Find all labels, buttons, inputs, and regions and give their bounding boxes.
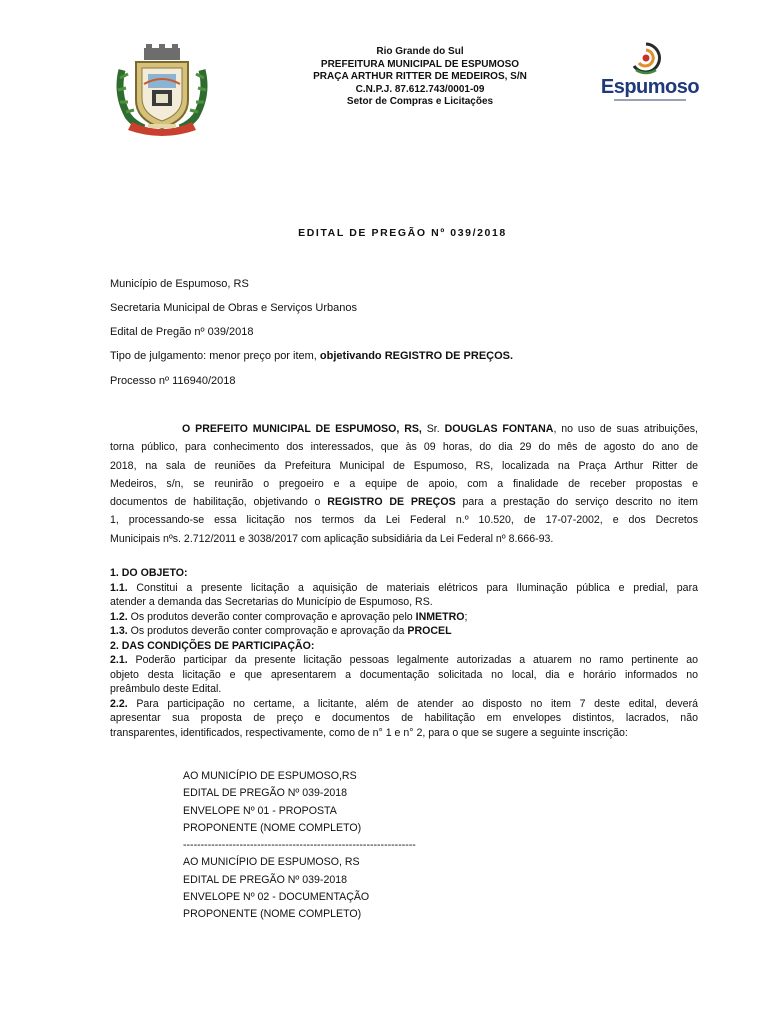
clause-bold: PROCEL — [407, 625, 452, 637]
clause-text: Poderão participar da presente licitação pessoas legalmente autorizadas a atuarem no ramo pertinente ao — [127, 654, 698, 666]
clause-text: Para participação no certame, a licitante, além de atender ao disposto no item 7 deste edital, deverá — [127, 697, 698, 710]
clause-text: Os produtos deverão conter comprovação e aprovação pelo — [127, 610, 416, 623]
meta-municipio: Município de Espumoso, RS — [110, 278, 249, 290]
meta-tipo — [110, 349, 513, 363]
clause-number: 1.1. — [110, 581, 128, 594]
clause-2-2-end: transparentes, identificados, respectivamente, como de n° 1 e n° 2, para o que se sugere a seguinte inscrição: — [110, 726, 628, 739]
intro-text: , no uso de suas atribuições, — [553, 423, 698, 435]
clause-text: ; — [464, 610, 468, 623]
intro-line — [110, 420, 698, 438]
envelope-separator: ------------------------------------------------------------------ — [183, 839, 416, 852]
header-org: PREFEITURA MUNICIPAL DE ESPUMOSO — [320, 58, 520, 70]
intro-line: Municipais nºs. 2.712/2011 e 3038/2017 com aplicação subsidiária da Lei Federal nº 8.666-93. — [110, 532, 554, 545]
clause-number: 1.3. — [110, 625, 128, 637]
clause-number: 2.1. — [110, 654, 128, 666]
brand-name: Espumoso — [600, 76, 700, 98]
envelope-inscriptions — [183, 768, 416, 924]
intro-line: torna público, para conhecimento dos interessados, que às 09 horas, do dia 29 do mês de agosto do ano de — [110, 441, 698, 454]
envelope-1-line: ENVELOPE Nº 01 - PROPOSTA — [183, 804, 337, 817]
intro-text: documentos de habilitação, objetivando o — [110, 496, 328, 509]
meta-secretaria: Secretaria Municipal de Obras e Serviços Urbanos — [110, 302, 358, 314]
brand-mark-icon — [630, 42, 662, 76]
clause-number: 1.2. — [110, 610, 128, 623]
intro-line — [110, 493, 698, 511]
header-address: PRAÇA ARTHUR RITTER DE MEDEIROS, S/N — [313, 71, 527, 83]
clause-2-2-cont: apresentar sua proposta de preço e documentos de habilitação em envelopes distintos, lacrados, não — [110, 712, 698, 724]
meta-processo: Processo nº 116940/2018 — [110, 375, 236, 387]
intro-name: DOUGLAS FONTANA — [444, 423, 554, 435]
clause-number: 2.2. — [110, 697, 128, 710]
clause-1-1 — [110, 581, 698, 596]
espumoso-logo — [600, 42, 700, 102]
header-cnpj: C.N.P.J. 87.612.743/0001-09 — [355, 83, 485, 95]
envelope-2-line: ENVELOPE Nº 02 - DOCUMENTAÇÃO — [183, 891, 370, 904]
sections — [110, 566, 698, 740]
letterhead — [270, 46, 570, 109]
envelope-1-line: EDITAL DE PREGÃO Nº 039-2018 — [183, 787, 348, 800]
document-title: EDITAL DE PREGÃO Nº 039/2018 — [298, 227, 507, 239]
clause-1-3 — [110, 624, 698, 639]
intro-text: Sr. — [421, 423, 445, 435]
clause-2-2 — [110, 697, 698, 712]
meta-edital: Edital de Pregão nº 039/2018 — [110, 326, 254, 338]
envelope-2-line: PROPONENTE (NOME COMPLETO) — [183, 908, 362, 921]
header-state: Rio Grande do Sul — [376, 46, 464, 57]
section-heading — [110, 639, 698, 654]
clause-1-2 — [110, 610, 698, 625]
clause-2-1-end: preâmbulo deste Edital. — [110, 683, 222, 695]
intro-paragraph — [110, 420, 698, 548]
section-heading — [110, 566, 698, 581]
section-1-heading: 1. DO OBJETO: — [110, 567, 188, 579]
intro-line: 1, processando-se essa licitação nos termos da Lei Federal n.º 10.520, de 17-07-2002, e dos Decretos — [110, 514, 698, 527]
intro-line: Medeiros, s/n, se reunirão o pregoeiro e a equipe de apoio, com a finalidade de receber propostas e — [110, 477, 698, 490]
clause-bold: INMETRO — [415, 610, 465, 623]
envelope-1-line: PROPONENTE (NOME COMPLETO) — [183, 821, 362, 834]
clause-1-1-cont: atender a demanda das Secretarias do Município de Espumoso, RS. — [110, 596, 433, 608]
header-sector: Setor de Compras e Licitações — [346, 96, 494, 108]
envelope-2-line: EDITAL DE PREGÃO Nº 039-2018 — [183, 873, 348, 886]
clause-2-1-cont: objeto desta licitação e que apresentarem a documentação solicitada no local, dia e horário informados no — [110, 668, 698, 681]
intro-bold-1: O PREFEITO MUNICIPAL DE ESPUMOSO, RS, — [182, 423, 422, 435]
clause-text: Constitui a presente licitação a aquisição de materiais elétricos para Iluminação pública e predial, para — [127, 581, 698, 594]
brand-tagline-mark — [614, 99, 686, 101]
intro-bold-2: REGISTRO DE PREÇOS — [327, 496, 456, 509]
intro-line: 2018, na sala de reuniões da Prefeitura Municipal de Espumoso, RS, localizada na Praça Arthur Ritter de — [110, 459, 698, 472]
envelope-1-line: AO MUNICÍPIO DE ESPUMOSO,RS — [183, 770, 357, 782]
meta-tipo-text: Tipo de julgamento: menor preço por item, — [110, 350, 320, 362]
section-2-heading: 2. DAS CONDIÇÕES DE PARTICIPAÇÃO: — [110, 639, 315, 652]
coat-of-arms-icon — [114, 44, 210, 136]
meta-tipo-bold: objetivando REGISTRO DE PREÇOS. — [319, 350, 514, 362]
clause-2-1 — [110, 653, 698, 668]
intro-text: para a prestação do serviço descrito no item — [455, 496, 699, 509]
clause-text: Os produtos deverão conter comprovação e aprovação da — [127, 625, 408, 637]
envelope-2-line: AO MUNICÍPIO DE ESPUMOSO, RS — [183, 856, 360, 869]
